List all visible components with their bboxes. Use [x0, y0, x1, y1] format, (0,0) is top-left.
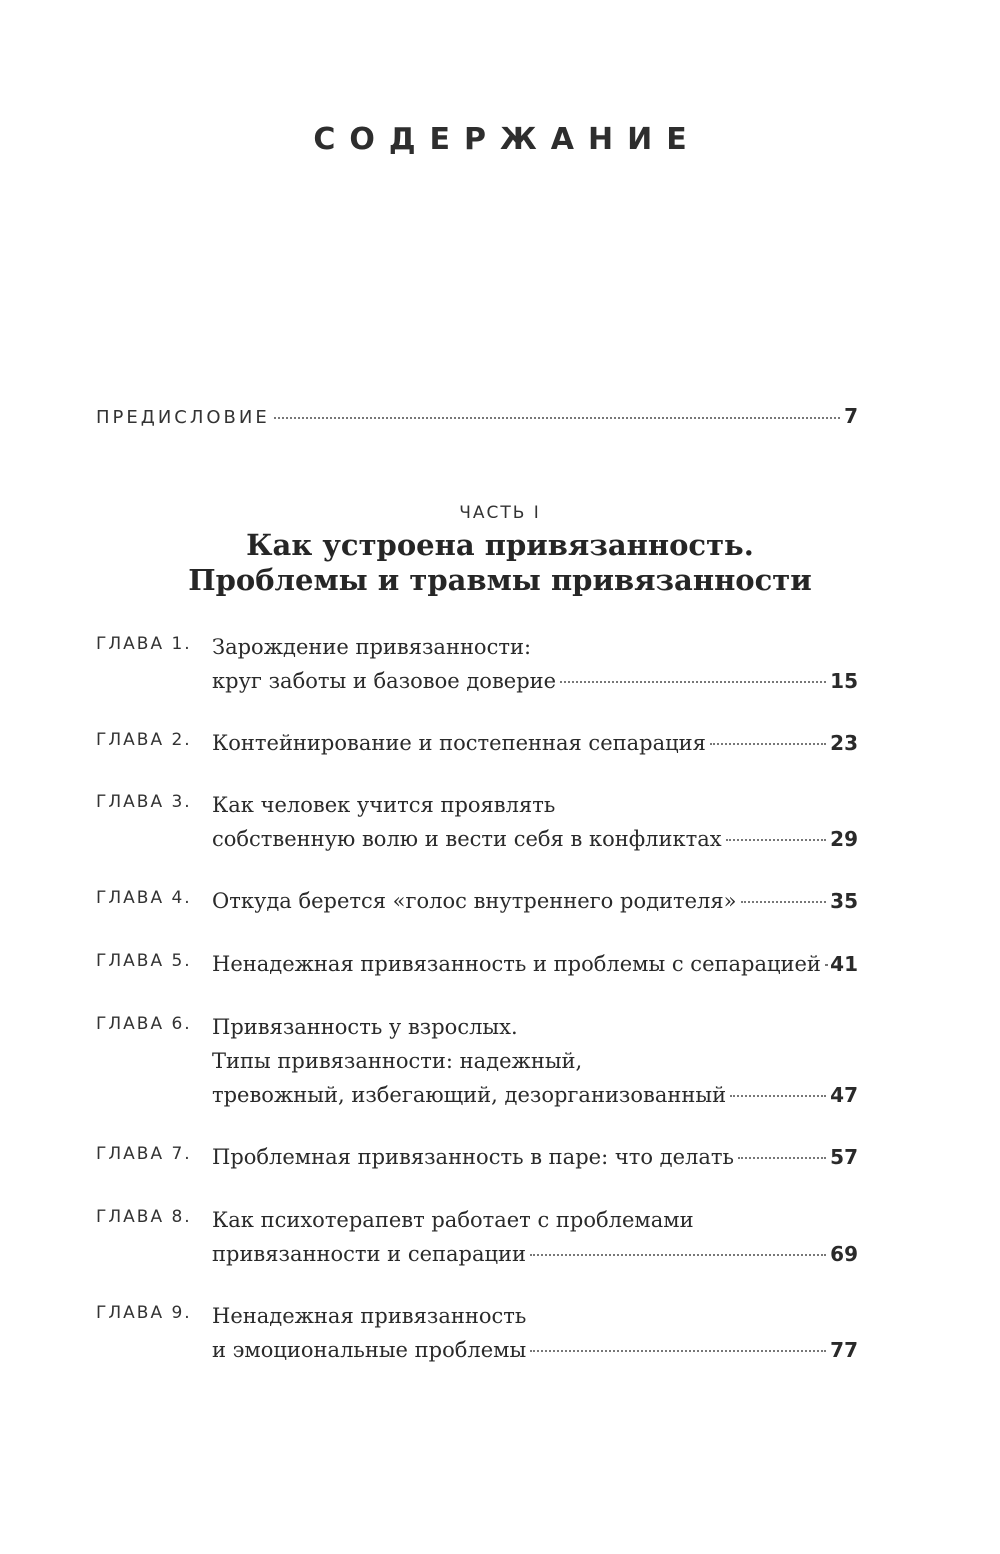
part-title-line-1: Как устроена привязанность.	[246, 528, 754, 562]
chapter-title-last-line	[212, 1140, 858, 1174]
chapter-title-line: Проблемная привязанность в паре: что делать	[212, 1145, 734, 1169]
dot-leader	[530, 1254, 826, 1256]
chapter-label: ГЛАВА 4.	[96, 888, 192, 908]
chapter-page-number: 57	[830, 1145, 858, 1169]
chapter-title-line: Типы привязанности: надежный,	[212, 1049, 583, 1073]
part-title-line-2: Проблемы и травмы привязанности	[188, 563, 812, 597]
contents-title: СОДЕРЖАНИЕ	[313, 122, 701, 157]
chapter-page-number: 41	[830, 952, 858, 976]
dot-leader	[710, 743, 826, 745]
chapter-title-last-line	[212, 1333, 858, 1367]
chapter-title	[212, 1299, 858, 1367]
chapter-title	[212, 726, 858, 760]
chapter-title-line: и эмоциональные проблемы	[212, 1338, 527, 1362]
chapter-title	[212, 630, 858, 698]
chapter-title-line: Ненадежная привязанность	[212, 1304, 527, 1328]
chapter-title-last-line	[212, 1237, 858, 1271]
part-title	[0, 528, 1000, 598]
dot-leader	[560, 681, 826, 683]
chapter-title	[212, 788, 858, 856]
dot-leader	[825, 964, 826, 966]
chapter-label: ГЛАВА 1.	[96, 634, 192, 654]
chapter-title-line: привязанности и сепарации	[212, 1242, 527, 1266]
chapter-title	[212, 884, 858, 918]
chapter-title-last-line	[212, 1078, 858, 1112]
chapter-title-line: круг заботы и базовое доверие	[212, 669, 557, 693]
chapter-label: ГЛАВА 6.	[96, 1014, 192, 1034]
chapter-title-last-line	[212, 947, 858, 981]
dot-leader	[726, 839, 827, 841]
chapter-page-number: 47	[830, 1083, 858, 1107]
chapter-title-line: Откуда берется «голос внутреннего родителя»	[212, 889, 737, 913]
chapter-label: ГЛАВА 2.	[96, 730, 192, 750]
chapter-page-number: 35	[830, 889, 858, 913]
dot-leader	[274, 417, 840, 419]
chapter-title	[212, 1140, 858, 1174]
chapter-title-line: Как психотерапевт работает с проблемами	[212, 1208, 694, 1232]
chapter-page-number: 29	[830, 827, 858, 851]
chapter-title-line: Ненадежная привязанность и проблемы с сепарацией	[212, 952, 821, 976]
chapter-title-line: Как человек учится проявлять	[212, 793, 556, 817]
chapter-title-line: Привязанность у взрослых.	[212, 1015, 518, 1039]
chapter-page-number: 23	[830, 731, 858, 755]
chapter-title	[212, 1203, 858, 1271]
chapter-title	[212, 947, 858, 981]
chapter-label: ГЛАВА 7.	[96, 1144, 192, 1164]
dot-leader	[738, 1157, 826, 1159]
chapter-label: ГЛАВА 3.	[96, 792, 192, 812]
chapter-title-last-line	[212, 884, 858, 918]
dot-leader	[741, 901, 827, 903]
chapter-title-last-line	[212, 664, 858, 698]
preface-page-number: 7	[844, 404, 858, 428]
preface-label: ПРЕДИСЛОВИЕ	[96, 407, 270, 428]
chapter-page-number: 15	[830, 669, 858, 693]
chapter-label: ГЛАВА 8.	[96, 1207, 192, 1227]
chapter-page-number: 69	[830, 1242, 858, 1266]
chapter-label: ГЛАВА 9.	[96, 1303, 192, 1323]
chapter-title-last-line	[212, 822, 858, 856]
chapter-title-line: собственную волю и вести себя в конфликтах	[212, 827, 722, 851]
chapter-title-line: Зарождение привязанности:	[212, 635, 532, 659]
chapter-title-last-line	[212, 726, 858, 760]
dot-leader	[730, 1095, 826, 1097]
chapter-page-number: 77	[830, 1338, 858, 1362]
part-label: ЧАСТЬ I	[459, 503, 541, 523]
chapter-title-line: тревожный, избегающий, дезорганизованный	[212, 1083, 727, 1107]
dot-leader	[530, 1350, 826, 1352]
chapter-label: ГЛАВА 5.	[96, 951, 192, 971]
chapter-title-line: Контейнирование и постепенная сепарация	[212, 731, 706, 755]
toc-entry-preface[interactable]	[96, 404, 858, 428]
chapter-title	[212, 1010, 858, 1112]
